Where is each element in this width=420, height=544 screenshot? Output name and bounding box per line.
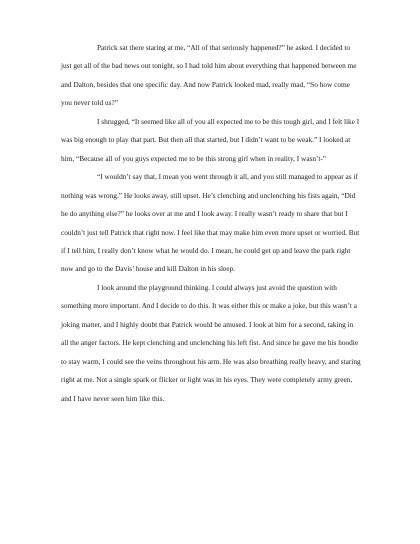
body-text <box>61 39 361 408</box>
paragraph-1: Patrick sat there staring at me, “All of that seriously happened?” he asked. I decided to just get all of the bad news out tonight, so I had told him about everything that happened between me and Dalton, besides that one specific day. And now Patrick looked mad, really mad, “So how come you never told us?” <box>61 43 357 108</box>
paragraph-3: “I wouldn’t say that, I mean you went through it all, and you still managed to appear as if nothing was wrong.” He looks away, still upset. He’s clenching and unclenching his fists again, “Did he do anything else?” he looks over at me and I look away. I really wasn’t ready to share that but I couldn’t just tell Patrick that right now. I feel like that may make him even more upset or worried. But if I tell him, I really don’t know what he would do. I mean, he could get up and leave the park right now and go to the Davis’ house and kill Dalton in his sleep. <box>61 172 360 274</box>
paragraph-4: I look around the playground thinking. I could always just avoid the question with something more important. And I decide to do this. It was either this or make a joke, but this wasn’t a joking matter, and I highly doubt that Patrick would be amused. I look at him for a second, taking in all the anger factors. He kept clenching and unclenching his left fist. And since he gave me his hoodie to stay warm, I could see the veins throughout his arm. He was also breathing really heavy, and staring right at me. Not a single spark or flicker or light was in his eyes. They were completely army green, and I have never seen him like this. <box>61 282 361 403</box>
paragraph-2: I shrugged, “It seemed like all of you all expected me to be this tough girl, and I felt like I was big enough to play that part. But then all that started, but I didn’t want to be weak.” I looked at him, “Because all of you guys expected me to be this strong girl when in reality, I wasn’t-” <box>61 116 360 163</box>
